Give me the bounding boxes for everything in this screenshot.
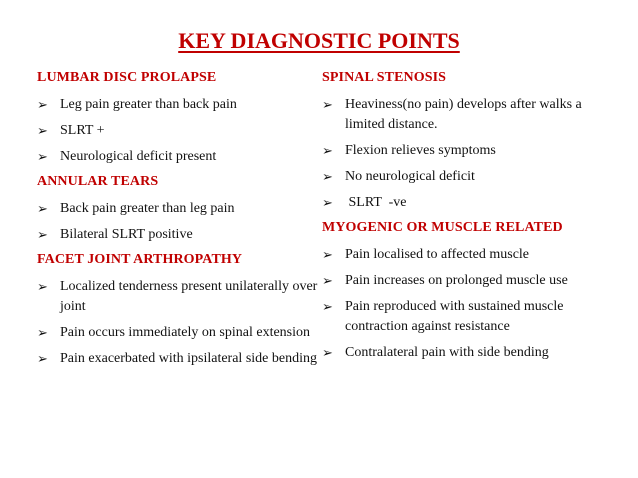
right-column [322, 69, 618, 369]
arrowhead-bullet-icon: ➢ [37, 227, 48, 242]
list-item [37, 199, 327, 219]
arrowhead-bullet-icon: ➢ [322, 97, 333, 112]
arrowhead-bullet-icon: ➢ [322, 143, 333, 158]
list-item [322, 297, 618, 337]
arrowhead-bullet-icon: ➢ [322, 169, 333, 184]
bullet-list [37, 199, 327, 245]
arrowhead-bullet-icon: ➢ [37, 97, 48, 112]
list-item [37, 277, 327, 317]
section-heading: LUMBAR DISC PROLAPSE [37, 70, 217, 85]
list-item [322, 167, 618, 187]
list-item [37, 323, 327, 343]
list-item-text: Pain reproduced with sustained muscle contraction against resistance [345, 299, 564, 334]
arrowhead-bullet-icon: ➢ [37, 149, 48, 164]
bullet-list [322, 95, 618, 213]
list-item-text: No neurological deficit [345, 169, 475, 184]
section-lumbar-disc-prolapse [37, 69, 327, 167]
list-item [37, 147, 327, 167]
list-item-text: Pain localised to affected muscle [345, 247, 530, 262]
arrowhead-bullet-icon: ➢ [37, 325, 48, 340]
list-item [37, 95, 327, 115]
list-item-text: SLRT -ve [345, 195, 407, 210]
arrowhead-bullet-icon: ➢ [322, 299, 333, 314]
list-item-text: Pain occurs immediately on spinal extension [60, 325, 311, 340]
list-item [322, 141, 618, 161]
list-item [37, 349, 327, 369]
arrowhead-bullet-icon: ➢ [322, 247, 333, 262]
list-item-text: Back pain greater than leg pain [60, 201, 235, 216]
list-item [37, 121, 327, 141]
list-item-text: Heaviness(no pain) develops after walks a limited distance. [345, 97, 582, 132]
arrowhead-bullet-icon: ➢ [322, 273, 333, 288]
list-item-text: Pain increases on prolonged muscle use [345, 273, 568, 288]
section-heading: FACET JOINT ARTHROPATHY [37, 252, 243, 267]
section-facet-joint-arthropathy [37, 251, 327, 369]
section-heading: MYOGENIC OR MUSCLE RELATED [322, 220, 563, 235]
list-item-text: Leg pain greater than back pain [60, 97, 237, 112]
section-annular-tears [37, 173, 327, 245]
section-heading: ANNULAR TEARS [37, 174, 159, 189]
arrowhead-bullet-icon: ➢ [322, 195, 333, 210]
bullet-list [37, 95, 327, 167]
list-item [322, 271, 618, 291]
bullet-list [322, 245, 618, 363]
slide-title: KEY DIAGNOSTIC POINTS [178, 28, 460, 53]
list-item-text: Flexion relieves symptoms [345, 143, 496, 158]
arrowhead-bullet-icon: ➢ [322, 345, 333, 360]
list-item-text: SLRT + [60, 123, 105, 138]
list-item [322, 343, 618, 363]
list-item-text: Contralateral pain with side bending [345, 345, 549, 360]
list-item-text: Pain exacerbated with ipsilateral side bending [60, 351, 317, 366]
arrowhead-bullet-icon: ➢ [37, 201, 48, 216]
list-item-text: Localized tenderness present unilaterally over joint [60, 279, 318, 314]
arrowhead-bullet-icon: ➢ [37, 123, 48, 138]
list-item [322, 193, 618, 213]
bullet-list [37, 277, 327, 369]
section-spinal-stenosis [322, 69, 618, 213]
section-heading: SPINAL STENOSIS [322, 70, 447, 85]
list-item [37, 225, 327, 245]
list-item [322, 245, 618, 265]
arrowhead-bullet-icon: ➢ [37, 351, 48, 366]
section-myogenic-or-muscle-related [322, 219, 618, 363]
arrowhead-bullet-icon: ➢ [37, 279, 48, 294]
list-item-text: Neurological deficit present [60, 149, 217, 164]
list-item [322, 95, 618, 135]
list-item-text: Bilateral SLRT positive [60, 227, 193, 242]
left-column [37, 69, 327, 375]
